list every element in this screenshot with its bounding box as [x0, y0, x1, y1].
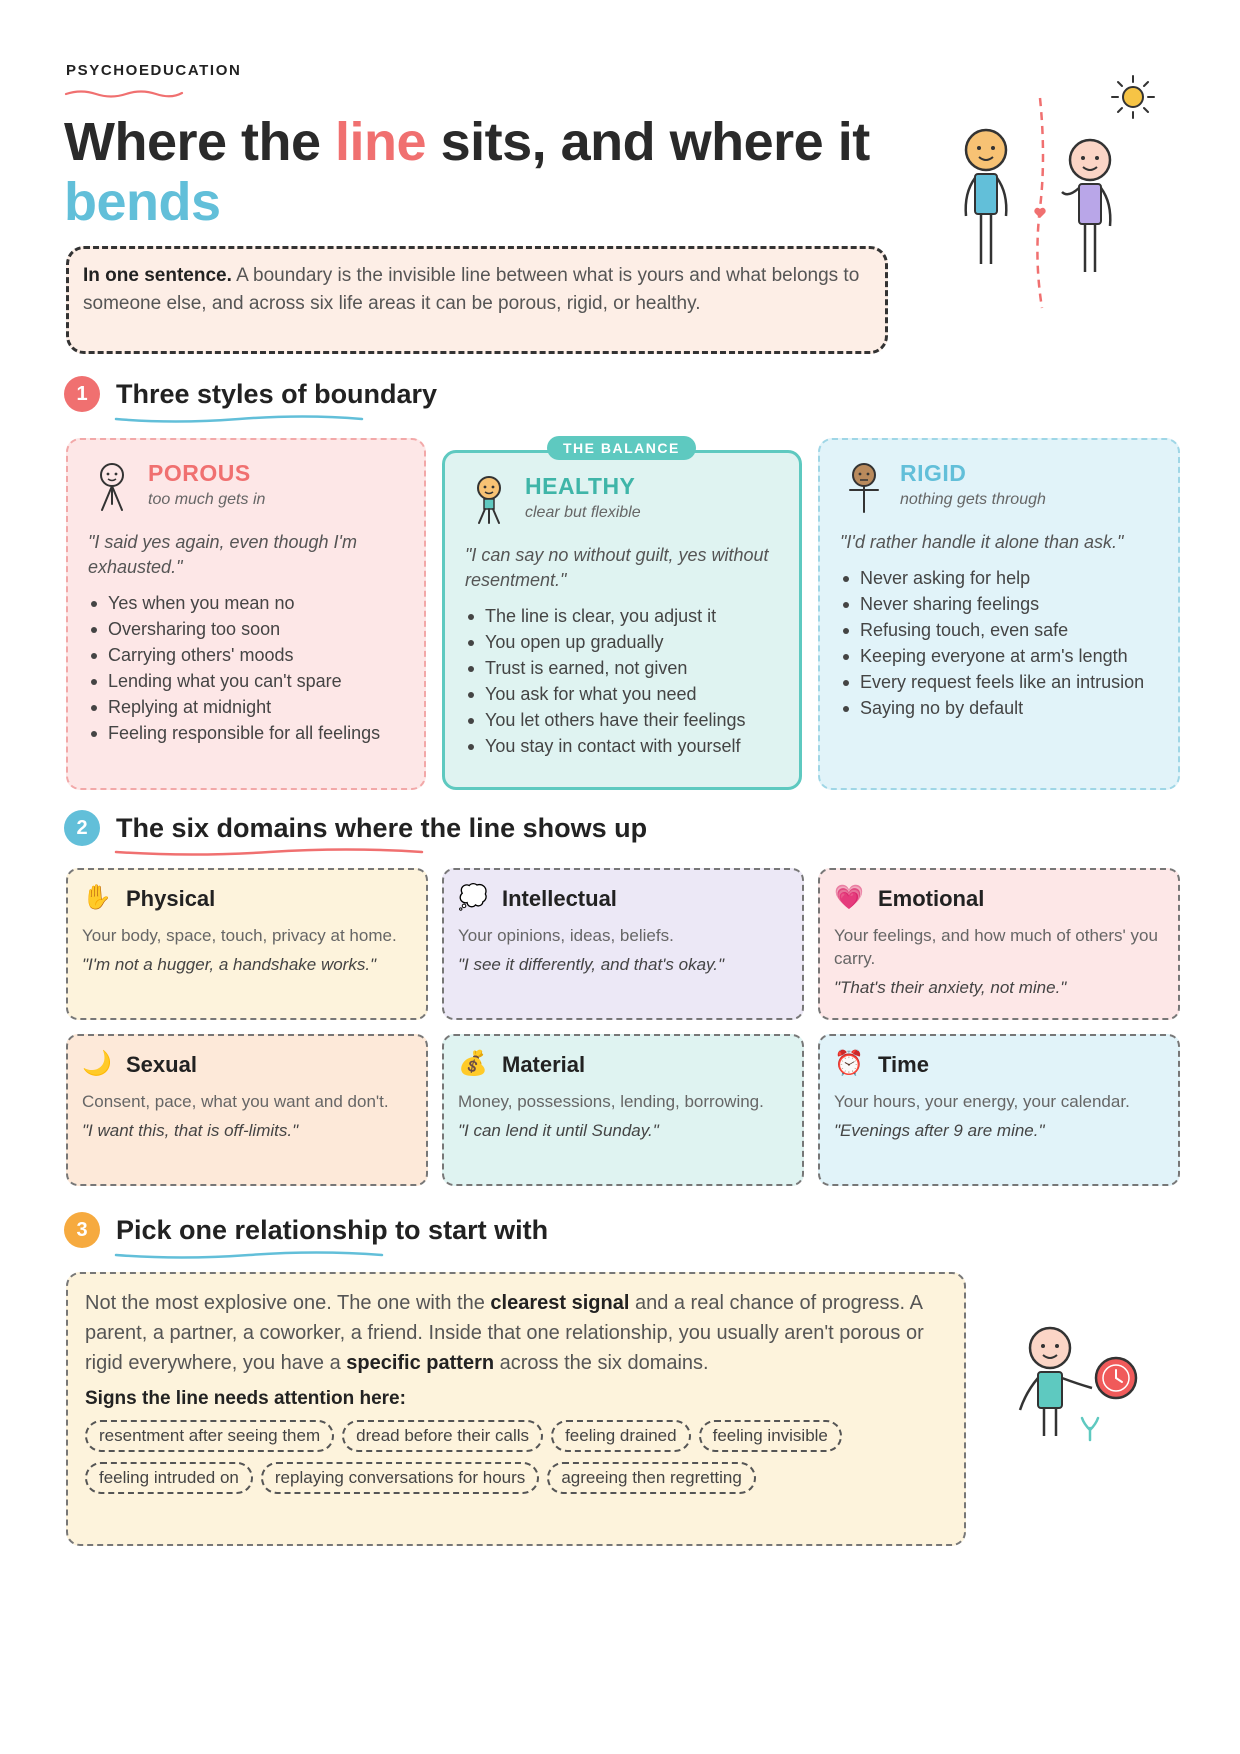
section-2-underline: [114, 847, 424, 857]
section-1-header: [64, 376, 437, 412]
clock-icon: [1096, 1358, 1136, 1398]
healthy-list: [465, 603, 779, 759]
list-item: Trust is earned, not given: [465, 655, 779, 681]
crescent-moon-icon: 🌙: [82, 1050, 112, 1077]
list-item: Replying at midnight: [88, 694, 404, 720]
healthy-card: [442, 440, 802, 790]
sign-chip: feeling invisible: [699, 1420, 842, 1452]
start-relationship-card: [66, 1272, 966, 1546]
domain-card-sexual: [66, 1034, 428, 1186]
list-item: Lending what you can't spare: [88, 668, 404, 694]
section-3-header: [64, 1212, 548, 1248]
domain-name: Emotional: [878, 886, 985, 911]
sign-chip: resentment after seeing them: [85, 1420, 334, 1452]
domain-description: Your opinions, ideas, beliefs.: [458, 926, 674, 945]
domain-quote: "I can lend it until Sunday.": [458, 1121, 659, 1140]
card-subtitle: too much gets in: [148, 491, 266, 508]
boundary-line: [1037, 98, 1043, 308]
section-title: The six domains where the line shows up: [116, 812, 648, 843]
stick-figure-left: [966, 130, 1007, 264]
card-subtitle: clear but flexible: [525, 504, 641, 521]
page-title: Where the line sits, and where it bends: [64, 112, 870, 232]
card-quote: "I'd rather handle it alone than ask.": [840, 532, 1124, 552]
money-bag-icon: 💰: [458, 1050, 488, 1077]
domain-name: Sexual: [126, 1052, 197, 1077]
domain-quote: "I'm not a hugger, a handshake works.": [82, 955, 377, 974]
list-item: Never asking for help: [840, 565, 1158, 591]
list-item: Oversharing too soon: [88, 616, 404, 642]
domain-card-material: [442, 1034, 804, 1186]
summary-text: A boundary is the invisible line between what is yours and what belongs to someone else, and across six life areas it can be porous, rigid, or healthy.: [83, 265, 860, 314]
card-title: HEALTHY: [525, 473, 636, 499]
signs-chip-list: [85, 1420, 945, 1504]
card-title: RIGID: [900, 460, 967, 486]
list-item: The line is clear, you adjust it: [465, 603, 779, 629]
summary-lead: In one sentence.: [83, 265, 232, 286]
kicker-label: PSYCHOEDUCATION: [66, 62, 242, 79]
domain-name: Intellectual: [502, 886, 617, 911]
sprout-icon: [1082, 1418, 1098, 1440]
list-item: You let others have their feelings: [465, 707, 779, 733]
stick-figure-right: [1062, 140, 1110, 272]
porous-card: [66, 438, 426, 790]
healthy-figure-icon: [465, 473, 513, 529]
list-item: Saying no by default: [840, 695, 1158, 721]
domain-card-time: [818, 1034, 1180, 1186]
list-item: Carrying others' moods: [88, 642, 404, 668]
list-item: Yes when you mean no: [88, 590, 404, 616]
hand-icon: ✋: [82, 884, 112, 911]
domain-quote: "I see it differently, and that's okay.": [458, 955, 725, 974]
signs-title: Signs the line needs attention here:: [85, 1388, 406, 1409]
domain-name: Material: [502, 1052, 586, 1077]
alarm-clock-icon: ⏰: [834, 1050, 864, 1077]
section-number: 3: [64, 1212, 100, 1248]
sign-chip: feeling intruded on: [85, 1462, 253, 1494]
section-number: 2: [64, 810, 100, 846]
card-subtitle: nothing gets through: [900, 491, 1046, 508]
section-1-underline: [114, 414, 364, 424]
thought-bubble-icon: 💭: [458, 884, 488, 911]
section-title: Pick one relationship to start with: [116, 1214, 549, 1245]
stick-figure: [1020, 1328, 1092, 1436]
sign-chip: agreeing then regretting: [547, 1462, 756, 1494]
section-3-underline: [114, 1250, 384, 1260]
domain-card-emotional: [818, 868, 1180, 1020]
list-item: You open up gradually: [465, 629, 779, 655]
list-item: Never sharing feelings: [840, 591, 1158, 617]
sign-chip: feeling drained: [551, 1420, 691, 1452]
list-item: Feeling responsible for all feelings: [88, 720, 404, 746]
summary-box: [66, 246, 888, 354]
list-item: Every request feels like an intrusion: [840, 669, 1158, 695]
heart-icon: [1034, 208, 1045, 218]
domain-quote: "I want this, that is off-limits.": [82, 1121, 299, 1140]
domain-card-intellectual: [442, 868, 804, 1020]
kicker-squiggle: [64, 88, 184, 98]
domain-name: Physical: [126, 886, 216, 911]
card-quote: "I can say no without guilt, yes without resentment.": [465, 545, 769, 590]
rigid-card: [818, 438, 1180, 790]
hero-illustration: [950, 68, 1180, 318]
sign-chip: replaying conversations for hours: [261, 1462, 539, 1494]
sign-chip: dread before their calls: [342, 1420, 543, 1452]
domain-description: Your body, space, touch, privacy at home.: [82, 926, 397, 945]
sun-icon: [1112, 76, 1154, 118]
rigid-figure-icon: [840, 460, 888, 516]
list-item: You stay in contact with yourself: [465, 733, 779, 759]
domain-quote: "Evenings after 9 are mine.": [834, 1121, 1045, 1140]
list-item: Refusing touch, even safe: [840, 617, 1158, 643]
section-2-header: [64, 810, 647, 846]
start-paragraph: Not the most explosive one. The one with the clearest signal and a real chance of progress. A parent, a partner, a coworker, a friend. Inside that one relationship, you usually aren't porous or rigid everywhere, you have a specific pattern across the six domains.: [85, 1292, 924, 1374]
list-item: Keeping everyone at arm's length: [840, 643, 1158, 669]
list-item: You ask for what you need: [465, 681, 779, 707]
domain-description: Money, possessions, lending, borrowing.: [458, 1092, 764, 1111]
domain-description: Consent, pace, what you want and don't.: [82, 1092, 389, 1111]
clock-figure-illustration: [1008, 1300, 1158, 1450]
card-title: POROUS: [148, 460, 251, 486]
domain-description: Your feelings, and how much of others' you carry.: [834, 926, 1158, 968]
porous-figure-icon: [88, 460, 136, 516]
domain-description: Your hours, your energy, your calendar.: [834, 1092, 1130, 1111]
section-number: 1: [64, 376, 100, 412]
section-title: Three styles of boundary: [116, 378, 438, 409]
domain-card-physical: [66, 868, 428, 1020]
balance-badge: THE BALANCE: [547, 436, 696, 460]
card-quote: "I said yes again, even though I'm exhausted.": [88, 532, 357, 577]
heart-icon: 💗: [834, 884, 864, 911]
rigid-list: [840, 565, 1158, 721]
porous-list: [88, 590, 404, 746]
domain-quote: "That's their anxiety, not mine.": [834, 978, 1067, 997]
domain-name: Time: [878, 1052, 929, 1077]
